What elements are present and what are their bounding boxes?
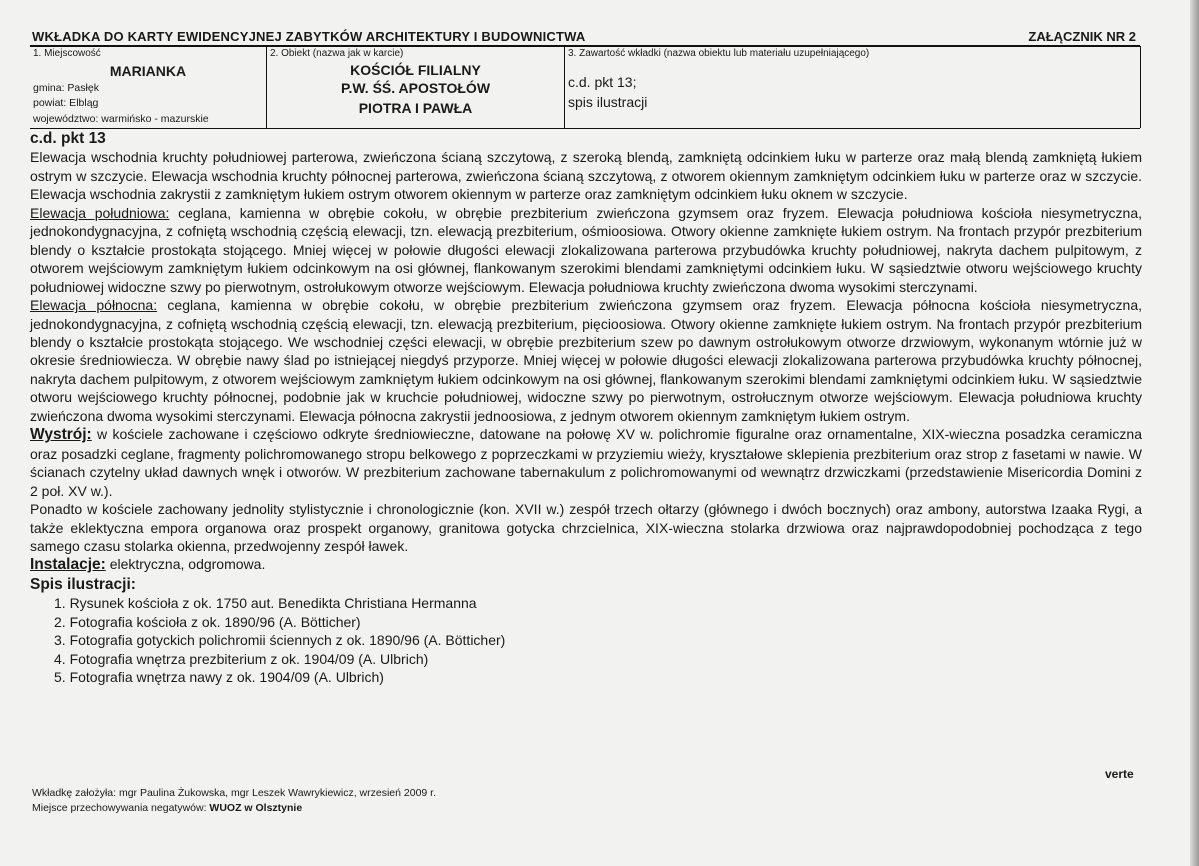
gmina: gmina: Pasłęk <box>33 82 99 94</box>
powiat: powiat: Elbląg <box>33 97 99 109</box>
contents-cell <box>565 46 1141 128</box>
footer-author: Wkładkę założyła: mgr Paulina Żukowska, mgr Leszek Wawrykiewicz, wrzesień 2009 r. <box>32 787 436 799</box>
interior-paragraph <box>30 425 1142 500</box>
installations-paragraph <box>30 555 1142 574</box>
town-name: MARIANKA <box>109 63 187 79</box>
object-label: 2. Obiekt (nazwa jak w karcie) <box>270 48 404 59</box>
contents-label: 3. Zawartość wkładki (nazwa obiektu lub materiału uzupełniającego) <box>568 48 870 59</box>
list-item: 3. Fotografia gotyckich polichromii ściennych z ok. 1890/96 (A. Bötticher) <box>54 632 506 649</box>
north-elevation-text: ceglana, kamienna w obrębie cokołu, w obrębie prezbiterium zwieńczona gzymsem oraz fryzem. Elewacja północna kościoła niesymetryczna, jednokondygnacyjna, z cofniętą wschodnią częścią elewacji, tzn. elewacją prezbiterium, pięcioosiowa. Otwory okienne zamknięte łukiem ostrym. Na frontach przypór prezbiterium blendy o kształcie prostokąta stojącego. We wschodniej części elewacji, w obrębie prezbiterium szew po dawnym ostrołukowym otworze drzwiowym, wykonanym wtórnie już w okresie średniowiecza. W obrębie nawy ślad po istniejącej niegdyś przyporze. Mniej więcej w połowie długości elewacji zlokalizowana parterowa przybudówka kruchty północnej, nakryta dachem pulpitowym, z otworem wejściowym zamkniętym łukiem odcinkowym na osi głównej, flankowanym szerokimi blendami zamkniętymi odcinkiem łuku. W sąsiedztwie otworu wejściowego kruchty północnej, podobnie jak w kruchcie południowej, widoczne szwy po pierwotnym, ostrołucznym otworze wejściowym. Elewacja południowa kruchty zwieńczona dwoma wysokimi sterczynami. Elewacja północna zakrystii jednoosiowa, z jednym otworem okiennym zamkniętym łukiem ostrym. <box>30 297 1142 424</box>
furnishings-paragraph: Ponadto w kościele zachowany jednolity stylistycznie i chronologicznie (kon. XVII w.) zespół trzech ołtarzy (głównego i dwóch bocznych) oraz ambony, autorstwa Izaaka Rygi, a także eklektyczna empora organowa oraz prospekt organowy, granitowa gotycka chrzcielnica, XIX-wieczna stolarka drzwiowa oraz najprawdopodobniej pochodząca z tego samego czasu stolarka okienna, przedwojenny zespół ławek. <box>30 501 1142 554</box>
footer-storage-prefix: Miejsce przechowywania negatywów: <box>32 802 210 814</box>
interior-label: Wystrój: <box>30 426 92 444</box>
document-title: WKŁADKA DO KARTY EWIDENCYJNEJ ZABYTKÓW ARCHITEKTURY I BUDOWNICTWA <box>32 29 586 44</box>
east-elevation-paragraph: Elewacja wschodnia kruchty południowej parterowa, zwieńczona ścianą szczytową, z szeroką blendą, zamkniętą odcinkiem łuku w parterze oraz małą blendą zamkniętą łukiem ostrym w szczycie. Elewacja wschodnia kruchty północnej parterowa, zwieńczona ścianą szczytową, z otworem okiennym zamkniętym odcinkiem łuku w parterze oraz w szczycie. Elewacja wschodnia zakrystii z zamkniętym łukiem ostrym otworem okiennym w parterze oraz zamkniętym odcinkiem łuku oknem w szczycie. <box>30 149 1142 203</box>
interior-text: w kościele zachowane i częściowo odkryte średniowieczne, datowane na połowę XV w. polichromie figuralne oraz ornamentalne, XIX-wieczna posadzka ceramiczna oraz posadzki ceglane, fragmenty polichromowanego stropu belkowego z poprzeczkami w przyziemiu wieży, kryształowe sklepienia prezbiterium oraz strop z fasetami w nawie. W ścianach czytelny układ dawnych wnęk i otworów. W prezbiterium zachowane tabernakulum z polichromowanymi od wewnątrz drzwiczkami (przedstawienie Misericordia Domini z 2 poł. XV w.). <box>30 426 1142 499</box>
locality-label: 1. Miejscowość <box>33 48 101 59</box>
south-elevation-label: Elewacja południowa: <box>30 204 170 221</box>
south-elevation-paragraph <box>30 204 1142 296</box>
locality-cell <box>30 46 267 128</box>
verte-note: verte <box>1105 767 1134 781</box>
list-item: 1. Rysunek kościoła z ok. 1750 aut. Benedikta Christiana Hermanna <box>54 595 477 612</box>
installations-text: elektryczna, odgromowa. <box>105 556 266 573</box>
illustrations-list <box>30 594 1142 686</box>
object-cell <box>267 46 565 128</box>
metadata-table <box>30 46 1140 129</box>
wojewodztwo: województwo: warmińsko - mazurskie <box>33 113 209 125</box>
object-name-line-2: P.W. ŚŚ. APOSTOŁÓW <box>340 80 491 96</box>
list-item: 4. Fotografia wnętrza prezbiterium z ok. 1904/09 (A. Ulbrich) <box>54 650 429 667</box>
list-item: 5. Fotografia wnętrza nawy z ok. 1904/09 (A. Ulbrich) <box>54 669 384 686</box>
footer-storage <box>32 802 302 814</box>
north-elevation-label: Elewacja północna: <box>30 297 158 314</box>
contents-line-2: spis ilustracji <box>568 94 648 110</box>
document-body <box>30 129 1142 687</box>
north-elevation-paragraph <box>30 296 1142 425</box>
section-heading: c.d. pkt 13 <box>30 130 106 147</box>
contents-line-1: c.d. pkt 13; <box>568 74 637 90</box>
list-item: 2. Fotografia kościoła z ok. 1890/96 (A. Bötticher) <box>54 613 361 630</box>
illustrations-heading: Spis ilustracji: <box>30 575 136 593</box>
document-header <box>30 29 1140 47</box>
annex-number: ZAŁĄCZNIK NR 2 <box>1028 29 1136 44</box>
installations-label: Instalacje: <box>30 556 106 574</box>
footer-storage-place: WUOZ w Olsztynie <box>209 802 303 814</box>
south-elevation-text: ceglana, kamienna w obrębie cokołu, w obrębie prezbiterium zwieńczona gzymsem oraz fryzem. Elewacja południowa kościoła niesymetryczna, jednokondygnacyjna, z cofniętą wschodnią częścią elewacji, tzn. elewacją prezbiterium, ośmioosiowa. Otwory okienne zamknięte łukiem ostrym. Na frontach przypór prezbiterium blendy o kształcie prostokąta stojącego. Mniej więcej w połowie długości elewacji zlokalizowana parterowa przybudówka kruchty południowej, nakryta dachem pulpitowym, z otworem wejściowym zamkniętym łukiem odcinkowym na osi głównej, flankowanym szerokimi blendami zamkniętymi odcinkiem łuku. W sąsiedztwie otworu wejściowego kruchty południowej widoczne szwy po pierwotnym, ostrołukowym otworze wejściowym. Elewacja południowa kruchty zwieńczona dwoma wysokimi sterczynami. <box>30 204 1143 295</box>
scan-edge <box>1190 0 1199 866</box>
object-name-line-3: PIOTRA I PAWŁA <box>358 100 473 116</box>
object-name-line-1: KOŚCIÓŁ FILIALNY <box>350 62 481 78</box>
